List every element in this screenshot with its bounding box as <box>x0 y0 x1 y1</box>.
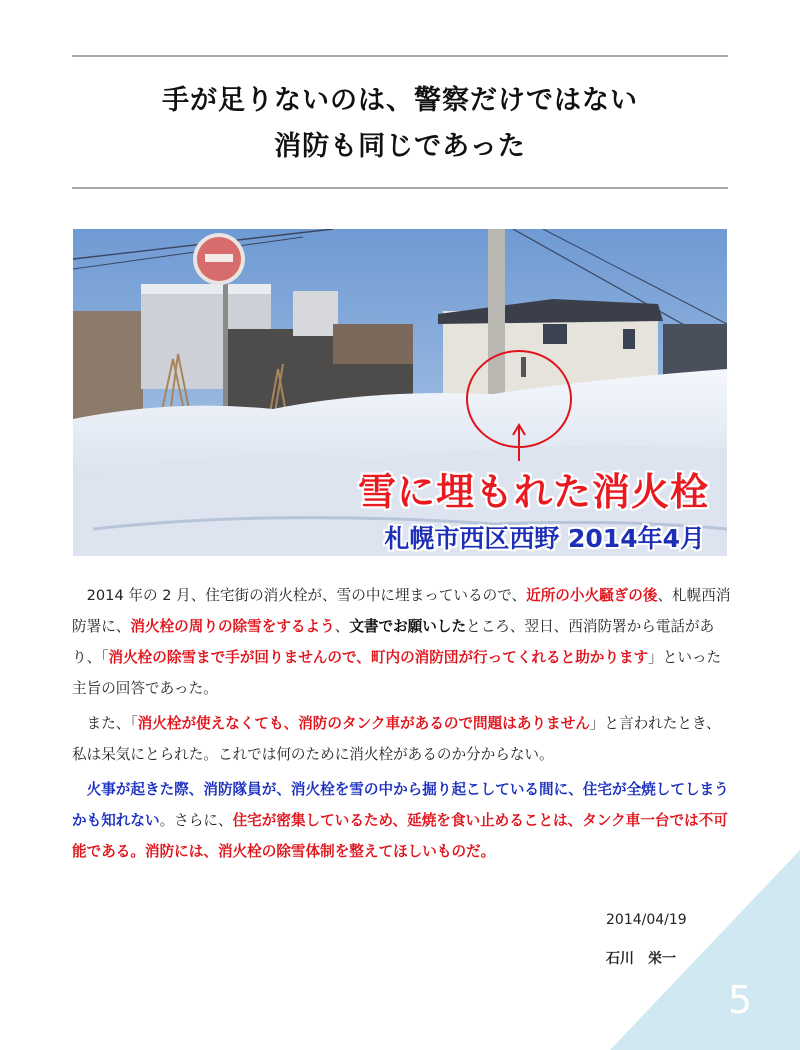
snow-hydrant-photo <box>73 229 727 556</box>
date: 2014/04/19 <box>606 912 687 928</box>
title-line-2: 消防も同じであった <box>274 131 526 162</box>
p1-highlight-1: 近所の小火騒ぎの後 <box>526 587 658 604</box>
p3-text: 。さらに、 <box>159 812 233 829</box>
p2-highlight: 消火栓が使えなくても、消防のタンク車があるので問題はありません <box>137 715 590 732</box>
p1-text-1: 2014 年の 2 月、住宅街の消火栓が、雪の中に埋まっているので、 <box>86 587 527 604</box>
p2-text-2: 」と言われたとき、私は呆気にとられた。これでは何のために消火栓があるのか分からない。 <box>72 715 721 763</box>
author: 石川 栄一 <box>606 951 676 967</box>
p1-bold: 文書でお願いした <box>349 618 467 635</box>
page-number: 5 <box>728 978 753 1022</box>
bottom-rule <box>72 187 728 189</box>
p1-text-2: 、札幌西消防署に、 <box>72 587 731 635</box>
page-title <box>72 78 728 170</box>
paragraph-2 <box>72 708 732 770</box>
photo-caption-sub: 札幌市西区西野 2014年4月 <box>384 524 705 553</box>
article-body <box>72 580 732 871</box>
p1-highlight-2: 消火栓の周りの除雪をするよう <box>130 618 335 635</box>
photo-caption-main: 雪に埋もれた消火栓 <box>357 470 709 514</box>
p1-text-5: 」といった主旨の回答であった。 <box>72 649 722 697</box>
corner-triangle <box>610 850 800 1050</box>
p3-blue: 火事が起きた際、消防隊員が、消火栓を雪の中から掘り起こしている間に、住宅が全焼してしまうかも知れない <box>72 781 729 829</box>
p2-text-1: また、「 <box>86 715 138 732</box>
p1-text-3: 、 <box>334 618 350 635</box>
paragraph-1 <box>72 580 732 704</box>
p1-text-4: ところ、翌日、西消防署から電話があり、「 <box>72 618 715 666</box>
top-rule <box>72 55 728 57</box>
title-line-1: 手が足りないのは、警察だけではない <box>162 85 638 116</box>
p1-highlight-3: 消火栓の除雪まで手が回りませんので、町内の消防団が行ってくれると助かります <box>108 649 649 666</box>
p3-highlight: 住宅が密集しているため、延焼を食い止めることは、タンク車一台では不可能である。消防には、消火栓の除雪体制を整えてほしいものだ。 <box>72 812 728 860</box>
